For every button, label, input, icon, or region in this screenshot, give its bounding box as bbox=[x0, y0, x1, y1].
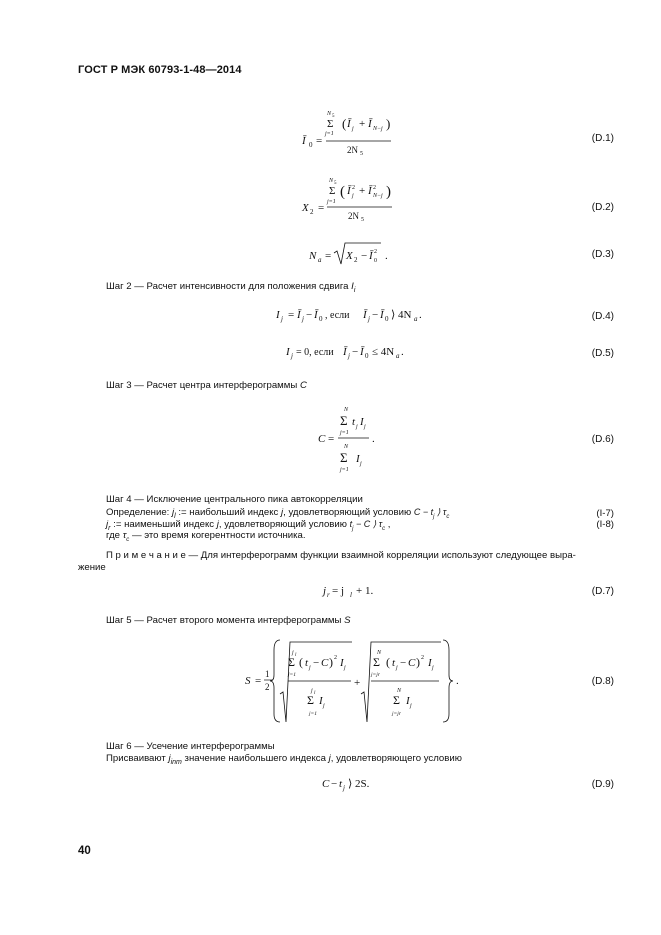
svg-text:−: − bbox=[306, 309, 313, 321]
svg-text:N: N bbox=[344, 407, 349, 413]
svg-text:a: a bbox=[318, 256, 322, 264]
svg-text:1: 1 bbox=[265, 669, 270, 679]
svg-text:Σ: Σ bbox=[307, 693, 314, 707]
svg-text:j=1: j=1 bbox=[327, 199, 336, 205]
svg-text:Ī: Ī bbox=[347, 118, 351, 130]
svg-text:(: ( bbox=[386, 655, 390, 669]
eq-number-d9: (D.9) bbox=[591, 779, 614, 790]
svg-text:= j: = j bbox=[332, 585, 345, 597]
svg-text:⟩ 2S.: ⟩ 2S. bbox=[348, 778, 370, 790]
svg-text:N: N bbox=[329, 178, 334, 184]
svg-text:): ) bbox=[329, 655, 333, 669]
document-header: ГОСТ Р МЭК 60793-1-48—2014 bbox=[78, 64, 242, 76]
equation-d8 bbox=[245, 640, 459, 722]
svg-text:=: = bbox=[328, 433, 335, 445]
svg-text:N: N bbox=[377, 650, 382, 656]
svg-text:5: 5 bbox=[332, 114, 335, 119]
svg-text:j=1: j=1 bbox=[288, 672, 296, 678]
equation-d2 bbox=[301, 178, 392, 223]
svg-text:2: 2 bbox=[421, 655, 424, 661]
svg-text:Σ: Σ bbox=[329, 185, 336, 197]
svg-text:.: . bbox=[419, 309, 422, 321]
svg-text:−: − bbox=[372, 309, 379, 321]
svg-text:Ī: Ī bbox=[369, 250, 373, 262]
step-4-definition-1: Определение: $j_l$ := наибольший индекс j, удовлетворяющий условию $C - t_j$ ⟩ $\tau_c$ bbox=[106, 507, 450, 520]
svg-text:I: I bbox=[360, 416, 364, 428]
svg-text:5: 5 bbox=[334, 181, 337, 186]
svg-text:Ī: Ī bbox=[363, 309, 367, 321]
equation-d9 bbox=[322, 778, 370, 792]
svg-text:0: 0 bbox=[385, 315, 389, 323]
svg-text:−: − bbox=[352, 346, 359, 358]
equation-d4 bbox=[275, 309, 422, 323]
svg-text:I: I bbox=[286, 346, 290, 358]
eq-number-i7: (I-7) bbox=[596, 508, 614, 519]
svg-text:j: j bbox=[292, 650, 294, 656]
svg-text:j: j bbox=[309, 665, 311, 671]
svg-text:j: j bbox=[323, 585, 327, 597]
svg-text:j: j bbox=[291, 352, 293, 360]
svg-text:j: j bbox=[281, 315, 283, 323]
svg-text:j: j bbox=[323, 703, 325, 709]
svg-text:(: ( bbox=[340, 184, 345, 200]
svg-text:(: ( bbox=[299, 655, 303, 669]
svg-text:0: 0 bbox=[319, 315, 323, 323]
svg-text:.: . bbox=[456, 675, 459, 687]
svg-text:j: j bbox=[360, 461, 362, 467]
step-4-heading: Шаг 4 — Исключение центрального пика автокорреляции bbox=[106, 494, 363, 505]
svg-text:X: X bbox=[346, 250, 353, 262]
svg-text:l: l bbox=[295, 653, 297, 658]
svg-text:0: 0 bbox=[309, 141, 313, 149]
svg-text:j: j bbox=[302, 315, 304, 323]
svg-text:Ī: Ī bbox=[380, 309, 384, 321]
equation-d1 bbox=[301, 111, 391, 157]
step-6-instruction: Присваивают $j_{inm}$ значение наибольшего индекса j, удовлетворяющего условию bbox=[106, 753, 462, 766]
eq-number-d5: (D.5) bbox=[591, 348, 614, 359]
step-5-heading: Шаг 5 — Расчет второго момента интерферограммы S bbox=[106, 615, 351, 626]
eq-number-d6: (D.6) bbox=[591, 434, 614, 445]
svg-text:(: ( bbox=[342, 116, 347, 131]
svg-text:j: j bbox=[410, 703, 412, 709]
svg-text:Ī: Ī bbox=[297, 309, 301, 321]
svg-text:): ) bbox=[386, 184, 391, 200]
svg-text:Ī: Ī bbox=[368, 185, 372, 197]
svg-text:=: = bbox=[325, 250, 332, 262]
svg-text:=: = bbox=[255, 675, 262, 687]
eq-number-i8: (I-8) bbox=[596, 519, 614, 530]
svg-text:j: j bbox=[352, 126, 354, 132]
svg-text:): ) bbox=[416, 655, 420, 669]
svg-text:⟩ 4N: ⟩ 4N bbox=[391, 309, 412, 321]
svg-text:C: C bbox=[322, 778, 330, 790]
svg-text:N: N bbox=[397, 688, 402, 694]
svg-text:X: X bbox=[302, 202, 309, 214]
svg-text:Ī: Ī bbox=[302, 135, 306, 147]
svg-text:I: I bbox=[428, 657, 432, 669]
svg-text:l: l bbox=[314, 691, 316, 696]
svg-text:.: . bbox=[385, 250, 388, 262]
svg-text:+ 1.: + 1. bbox=[356, 585, 374, 597]
svg-text:j: j bbox=[352, 193, 354, 199]
svg-text:=: = bbox=[318, 202, 325, 214]
svg-text:I: I bbox=[340, 657, 344, 669]
svg-text:j: j bbox=[396, 665, 398, 671]
svg-text:I: I bbox=[406, 695, 410, 707]
svg-text:r: r bbox=[327, 591, 330, 599]
svg-text:t: t bbox=[392, 657, 396, 669]
svg-text:2: 2 bbox=[354, 256, 358, 264]
svg-text:j=1: j=1 bbox=[325, 131, 334, 137]
eq-number-d1: (D.1) bbox=[591, 133, 614, 144]
svg-text:Σ: Σ bbox=[340, 450, 348, 465]
svg-text:j=jr: j=jr bbox=[371, 672, 380, 678]
svg-text:≤ 4N: ≤ 4N bbox=[372, 346, 395, 358]
svg-text:2: 2 bbox=[265, 682, 270, 692]
equation-d6 bbox=[318, 407, 375, 473]
svg-text:Σ: Σ bbox=[340, 413, 348, 428]
step-3-heading: Шаг 3 — Расчет центра интерферограммы C bbox=[106, 380, 307, 391]
svg-text:S: S bbox=[245, 675, 251, 687]
svg-text:a: a bbox=[396, 352, 400, 360]
step-6-heading: Шаг 6 — Усечение интерферограммы bbox=[106, 741, 275, 752]
svg-text:t: t bbox=[339, 778, 343, 790]
svg-text:= 0, если: = 0, если bbox=[296, 347, 334, 358]
svg-text:j: j bbox=[432, 665, 434, 671]
svg-text:j=jr: j=jr bbox=[392, 711, 401, 717]
svg-text:−: − bbox=[313, 657, 320, 669]
svg-text:2: 2 bbox=[374, 249, 377, 255]
svg-text:I: I bbox=[319, 695, 323, 707]
eq-number-d8: (D.8) bbox=[591, 676, 614, 687]
svg-text:j=1: j=1 bbox=[340, 430, 349, 436]
page-number: 40 bbox=[78, 845, 91, 857]
svg-text:C: C bbox=[408, 657, 416, 669]
svg-text:+: + bbox=[354, 677, 361, 689]
svg-text:2N: 2N bbox=[348, 211, 359, 221]
svg-text:=: = bbox=[316, 135, 323, 147]
svg-text:Σ: Σ bbox=[373, 655, 380, 669]
svg-text:Σ: Σ bbox=[288, 655, 295, 669]
svg-text:j=1: j=1 bbox=[340, 467, 349, 473]
svg-text:+: + bbox=[359, 118, 366, 130]
svg-text:j: j bbox=[364, 424, 366, 430]
svg-text:C: C bbox=[318, 433, 326, 445]
note-line-2: жение bbox=[78, 562, 106, 573]
svg-text:−: − bbox=[400, 657, 407, 669]
svg-text:l: l bbox=[350, 591, 352, 599]
step-4-where: где $\tau_c$ — это время когерентности источника. bbox=[106, 530, 306, 543]
eq-number-d7: (D.7) bbox=[591, 586, 614, 597]
svg-text:N: N bbox=[309, 250, 317, 262]
svg-text:j: j bbox=[356, 424, 358, 430]
svg-text:t: t bbox=[305, 657, 309, 669]
svg-text:2: 2 bbox=[310, 208, 314, 216]
svg-text:j=1: j=1 bbox=[309, 711, 317, 717]
eq-number-d3: (D.3) bbox=[591, 249, 614, 260]
svg-text:−: − bbox=[331, 778, 338, 790]
svg-text:Ī: Ī bbox=[347, 185, 351, 197]
eq-number-d2: (D.2) bbox=[591, 202, 614, 213]
step-4-definition-2: $j_r$ := наименьший индекс j, удовлетворяющий условию $t_j - C$ ⟩ $\tau_c$ , bbox=[106, 519, 391, 532]
equation-d7 bbox=[321, 585, 373, 599]
svg-text:N: N bbox=[327, 111, 332, 117]
equation-d3 bbox=[308, 243, 388, 264]
svg-text:2: 2 bbox=[373, 185, 376, 191]
svg-text:N−j: N−j bbox=[373, 126, 383, 132]
note-line-1: П р и м е ч а н и е — Для интерферограмм функции взаимной корреляции используют следующее выра- bbox=[106, 550, 576, 561]
svg-text:I: I bbox=[276, 309, 280, 321]
equation-d5 bbox=[285, 346, 404, 360]
svg-text:+: + bbox=[359, 185, 366, 197]
svg-text:, если: , если bbox=[325, 310, 350, 321]
svg-text:j: j bbox=[311, 688, 313, 694]
svg-text:Σ: Σ bbox=[327, 118, 334, 130]
svg-text:): ) bbox=[386, 116, 391, 131]
svg-text:I: I bbox=[356, 453, 360, 465]
svg-text:0: 0 bbox=[374, 258, 377, 264]
svg-text:.: . bbox=[372, 433, 375, 445]
svg-text:5: 5 bbox=[360, 151, 363, 157]
svg-text:j: j bbox=[368, 315, 370, 323]
svg-text:Ī: Ī bbox=[314, 309, 318, 321]
svg-text:N: N bbox=[344, 444, 349, 450]
svg-text:−: − bbox=[361, 250, 368, 262]
svg-text:Σ: Σ bbox=[393, 693, 400, 707]
svg-text:Ī: Ī bbox=[343, 346, 347, 358]
svg-text:t: t bbox=[352, 416, 356, 428]
svg-text:a: a bbox=[414, 315, 418, 323]
svg-text:Ī: Ī bbox=[368, 118, 372, 130]
svg-text:j: j bbox=[348, 352, 350, 360]
svg-text:j: j bbox=[344, 665, 346, 671]
svg-text:=: = bbox=[288, 309, 295, 321]
svg-text:5: 5 bbox=[361, 217, 364, 223]
svg-text:j: j bbox=[343, 784, 345, 792]
svg-text:.: . bbox=[401, 346, 404, 358]
svg-text:2: 2 bbox=[352, 185, 355, 191]
svg-text:2: 2 bbox=[334, 655, 337, 661]
svg-text:2N: 2N bbox=[347, 145, 358, 155]
svg-text:Ī: Ī bbox=[360, 346, 364, 358]
svg-text:N−j: N−j bbox=[373, 193, 383, 199]
svg-text:C: C bbox=[321, 657, 329, 669]
step-2-heading: Шаг 2 — Расчет интенсивности для положения сдвига $I_i$ bbox=[106, 281, 356, 294]
eq-number-d4: (D.4) bbox=[591, 311, 614, 322]
svg-text:0: 0 bbox=[365, 352, 369, 360]
